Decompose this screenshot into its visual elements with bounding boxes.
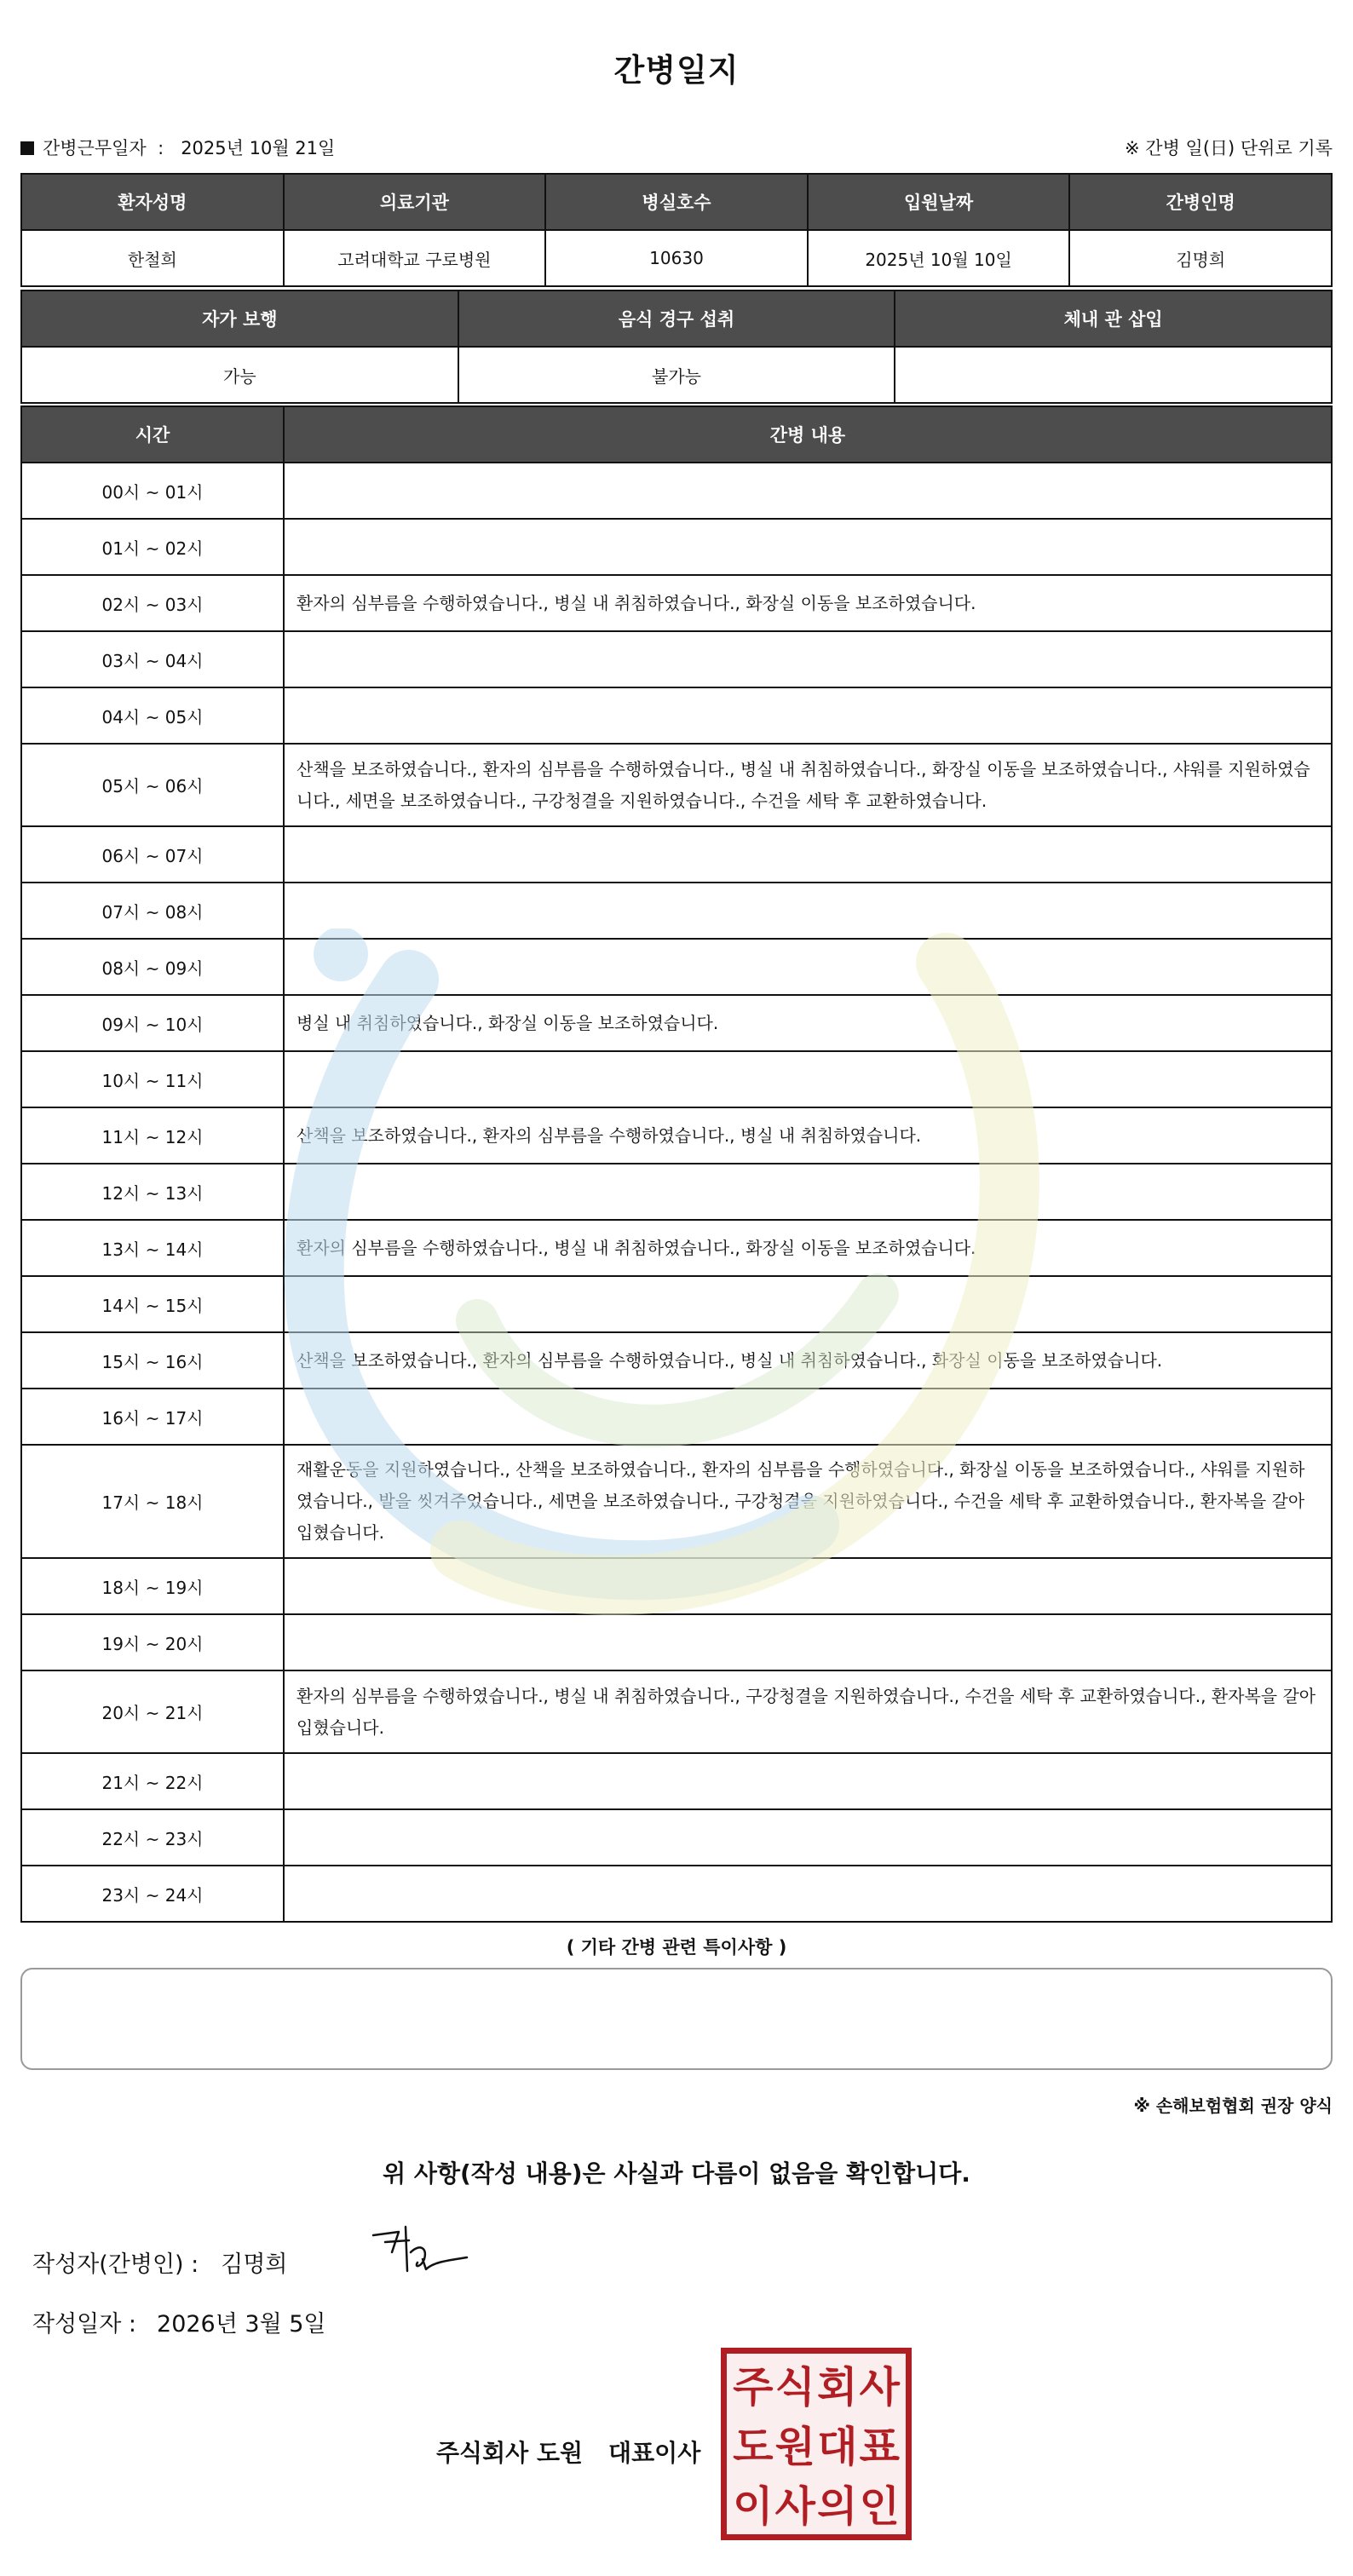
care-content bbox=[284, 883, 1332, 939]
table-row bbox=[21, 1809, 1332, 1866]
record-note: ※ 간병 일(日) 단위로 기록 bbox=[1125, 138, 1333, 158]
time-slot: 08시 ~ 09시 bbox=[21, 939, 284, 995]
table-row bbox=[21, 1164, 1332, 1220]
confirm-statement: 위 사항(작성 내용)은 사실과 다름이 없음을 확인합니다. bbox=[383, 2159, 970, 2188]
care-content bbox=[284, 1753, 1332, 1809]
time-slot: 20시 ~ 21시 bbox=[21, 1670, 284, 1753]
notes-title: ( 기타 간병 관련 특이사항 ) bbox=[566, 1937, 787, 1958]
patient-status-table bbox=[20, 290, 1333, 404]
table-row bbox=[21, 939, 1332, 995]
header-time: 시간 bbox=[21, 406, 284, 463]
care-content bbox=[284, 1614, 1332, 1670]
date-label: 작성일자 : bbox=[32, 2311, 137, 2337]
time-slot: 17시 ~ 18시 bbox=[21, 1445, 284, 1558]
admission-date: 2025년 10월 10일 bbox=[808, 230, 1070, 286]
stamp-character: 대 bbox=[817, 2422, 858, 2471]
handwritten-signature bbox=[366, 2218, 477, 2286]
care-content: 산책을 보조하였습니다., 환자의 심부름을 수행하였습니다., 병실 내 취침하였습니다., 화장실 이동을 보조하였습니다. bbox=[284, 1332, 1332, 1389]
care-log-table bbox=[20, 405, 1333, 1923]
notes-box bbox=[20, 1968, 1333, 2070]
oral-intake: 불가능 bbox=[458, 347, 895, 403]
stamp-character: 사 bbox=[774, 2481, 815, 2531]
time-slot: 14시 ~ 15시 bbox=[21, 1276, 284, 1332]
tube-insertion bbox=[895, 347, 1332, 403]
table-row bbox=[21, 1614, 1332, 1670]
table-row bbox=[21, 687, 1332, 744]
time-slot: 01시 ~ 02시 bbox=[21, 519, 284, 575]
care-content bbox=[284, 1809, 1332, 1866]
care-content: 환자의 심부름을 수행하였습니다., 병실 내 취침하였습니다., 구강청결을 지원하였습니다., 수건을 세탁 후 교환하였습니다., 환자복을 갈아입혔습니다. bbox=[284, 1670, 1332, 1753]
time-slot: 10시 ~ 11시 bbox=[21, 1051, 284, 1107]
table-row bbox=[21, 575, 1332, 631]
stamp-character: 회 bbox=[817, 2362, 858, 2412]
stamp-character: 사 bbox=[859, 2362, 900, 2412]
care-content bbox=[284, 687, 1332, 744]
care-content: 병실 내 취침하였습니다., 화장실 이동을 보조하였습니다. bbox=[284, 995, 1332, 1051]
care-content bbox=[284, 1866, 1332, 1922]
stamp-character: 식 bbox=[774, 2362, 815, 2412]
care-content bbox=[284, 826, 1332, 883]
time-slot: 05시 ~ 06시 bbox=[21, 744, 284, 826]
page-title: 간병일지 bbox=[613, 52, 740, 89]
care-content bbox=[284, 463, 1332, 519]
stamp-character: 표 bbox=[859, 2422, 900, 2471]
care-content: 산책을 보조하였습니다., 환자의 심부름을 수행하였습니다., 병실 내 취침하였습니다., 화장실 이동을 보조하였습니다., 샤워를 지원하였습니다., 세면을 보조하였습니다., 구강청결을 지원하였습니다., 수건을 세탁 후 교환하였습니다. bbox=[284, 744, 1332, 826]
recommend-note: ※ 손해보험협회 권장 양식 bbox=[1133, 2096, 1333, 2116]
work-date-separator: : bbox=[158, 138, 164, 158]
self-walking: 가능 bbox=[21, 347, 458, 403]
time-slot: 15시 ~ 16시 bbox=[21, 1332, 284, 1389]
table-row bbox=[21, 1670, 1332, 1753]
table-row bbox=[21, 1220, 1332, 1276]
writer-line bbox=[32, 2245, 288, 2279]
table-row bbox=[21, 744, 1332, 826]
room-number: 10630 bbox=[545, 230, 808, 286]
caregiver-name: 김명희 bbox=[1069, 230, 1332, 286]
table-row bbox=[21, 1107, 1332, 1164]
stamp-character: 도 bbox=[733, 2422, 774, 2471]
patient-name: 한철희 bbox=[21, 230, 284, 286]
table-row bbox=[21, 1051, 1332, 1107]
header-self-walking: 자가 보행 bbox=[21, 290, 458, 347]
time-slot: 02시 ~ 03시 bbox=[21, 575, 284, 631]
table-row bbox=[21, 519, 1332, 575]
care-content: 산책을 보조하였습니다., 환자의 심부름을 수행하였습니다., 병실 내 취침하였습니다. bbox=[284, 1107, 1332, 1164]
table-row bbox=[21, 1753, 1332, 1809]
time-slot: 07시 ~ 08시 bbox=[21, 883, 284, 939]
table-row bbox=[21, 995, 1332, 1051]
hospital: 고려대학교 구로병원 bbox=[284, 230, 546, 286]
care-content bbox=[284, 1389, 1332, 1445]
header-care-content: 간병 내용 bbox=[284, 406, 1332, 463]
table-row bbox=[21, 1445, 1332, 1558]
table-row bbox=[21, 463, 1332, 519]
header-admission-date: 입원날짜 bbox=[808, 174, 1070, 230]
header-patient-name: 환자성명 bbox=[21, 174, 284, 230]
stamp-character: 인 bbox=[859, 2481, 900, 2531]
square-bullet-icon bbox=[20, 141, 34, 155]
time-slot: 04시 ~ 05시 bbox=[21, 687, 284, 744]
time-slot: 22시 ~ 23시 bbox=[21, 1809, 284, 1866]
company-seal-stamp bbox=[721, 2348, 912, 2540]
care-content bbox=[284, 519, 1332, 575]
care-content bbox=[284, 1164, 1332, 1220]
care-content: 환자의 심부름을 수행하였습니다., 병실 내 취침하였습니다., 화장실 이동을 보조하였습니다. bbox=[284, 575, 1332, 631]
stamp-character: 주 bbox=[733, 2362, 774, 2412]
header-room-number: 병실호수 bbox=[545, 174, 808, 230]
time-slot: 09시 ~ 10시 bbox=[21, 995, 284, 1051]
representative-title: 대표이사 bbox=[608, 2439, 701, 2467]
time-slot: 23시 ~ 24시 bbox=[21, 1866, 284, 1922]
time-slot: 18시 ~ 19시 bbox=[21, 1558, 284, 1614]
table-row bbox=[21, 631, 1332, 687]
work-date-value: 2025년 10월 21일 bbox=[181, 138, 336, 158]
care-content bbox=[284, 1558, 1332, 1614]
time-slot: 12시 ~ 13시 bbox=[21, 1164, 284, 1220]
table-row bbox=[21, 1332, 1332, 1389]
time-slot: 13시 ~ 14시 bbox=[21, 1220, 284, 1276]
care-content: 환자의 심부름을 수행하였습니다., 병실 내 취침하였습니다., 화장실 이동을 보조하였습니다. bbox=[284, 1220, 1332, 1276]
work-date-label: 간병근무일자 bbox=[43, 138, 147, 158]
company-name: 주식회사 도원 bbox=[436, 2439, 584, 2467]
date-line bbox=[32, 2305, 326, 2338]
header-tube-insertion: 체내 관 삽입 bbox=[895, 290, 1332, 347]
writer-name: 김명희 bbox=[221, 2251, 288, 2278]
care-content bbox=[284, 1276, 1332, 1332]
time-slot: 03시 ~ 04시 bbox=[21, 631, 284, 687]
time-slot: 11시 ~ 12시 bbox=[21, 1107, 284, 1164]
header-hospital: 의료기관 bbox=[284, 174, 546, 230]
time-slot: 21시 ~ 22시 bbox=[21, 1753, 284, 1809]
company-line bbox=[436, 2435, 700, 2469]
writer-label: 작성자(간병인) : bbox=[32, 2251, 199, 2278]
time-slot: 06시 ~ 07시 bbox=[21, 826, 284, 883]
care-content: 재활운동을 지원하였습니다., 산책을 보조하였습니다., 환자의 심부름을 수행하였습니다., 화장실 이동을 보조하였습니다., 샤워를 지원하였습니다., 발을 씻겨주었습니다., 세면을 보조하였습니다., 구강청결을 지원하였습니다., 수건을 세탁 후 교환하였습니다., 환자복을 갈아입혔습니다. bbox=[284, 1445, 1332, 1558]
header-caregiver-name: 간병인명 bbox=[1069, 174, 1332, 230]
table-row bbox=[21, 1276, 1332, 1332]
stamp-character: 의 bbox=[817, 2481, 858, 2531]
care-content bbox=[284, 631, 1332, 687]
table-row bbox=[21, 1866, 1332, 1922]
table-row bbox=[21, 826, 1332, 883]
stamp-character: 원 bbox=[774, 2422, 815, 2471]
time-slot: 00시 ~ 01시 bbox=[21, 463, 284, 519]
time-slot: 19시 ~ 20시 bbox=[21, 1614, 284, 1670]
patient-info-table bbox=[20, 173, 1333, 287]
stamp-character: 이 bbox=[733, 2481, 774, 2531]
table-row bbox=[21, 1558, 1332, 1614]
work-date bbox=[20, 135, 335, 160]
date-value: 2026년 3월 5일 bbox=[157, 2311, 326, 2337]
table-row bbox=[21, 1389, 1332, 1445]
care-content bbox=[284, 1051, 1332, 1107]
care-content bbox=[284, 939, 1332, 995]
header-oral-intake: 음식 경구 섭취 bbox=[458, 290, 895, 347]
table-row bbox=[21, 883, 1332, 939]
time-slot: 16시 ~ 17시 bbox=[21, 1389, 284, 1445]
